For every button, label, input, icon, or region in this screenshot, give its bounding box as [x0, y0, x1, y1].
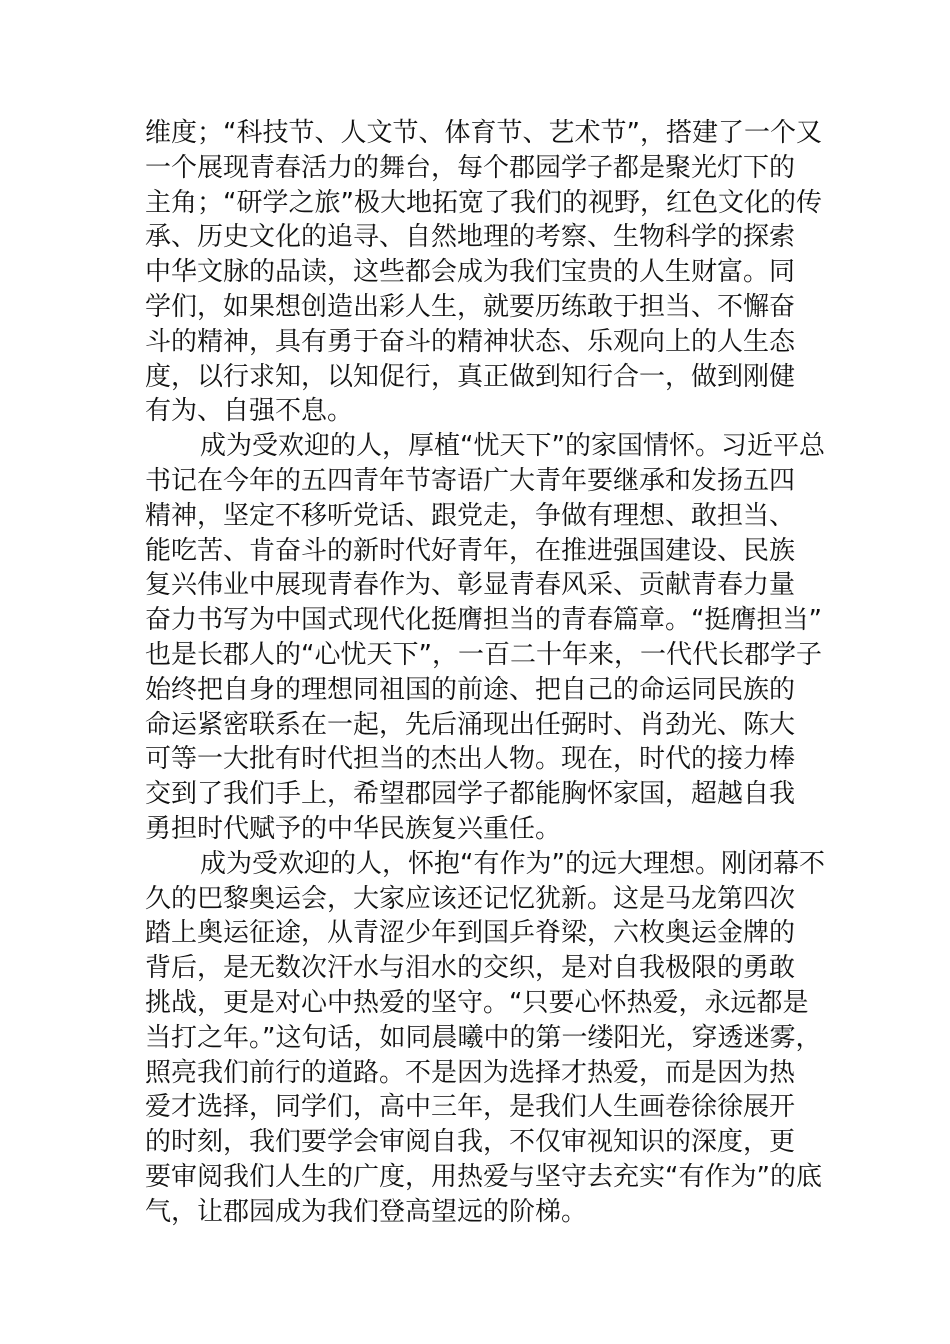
text-line: 踏上奥运征途，从青涩少年到国乒脊梁，六枚奥运金牌的	[145, 918, 796, 949]
text-line: 挑战，更是对心中热爱的坚守。“只要心怀热爱，永远都是	[145, 987, 809, 1018]
text-line: 背后，是无数次汗水与泪水的交织，是对自我极限的勇敢	[145, 953, 796, 984]
text-line: 精神，坚定不移听党话、跟党走，争做有理想、敢担当、	[145, 500, 796, 531]
text-line: 命运紧密联系在一起，先后涌现出任弼时、肖劲光、陈大	[145, 709, 796, 740]
text-line: 书记在今年的五四青年节寄语广大青年要继承和发扬五四	[145, 465, 796, 496]
text-line: 勇担时代赋予的中华民族复兴重任。	[145, 813, 562, 844]
text-line: 学们，如果想创造出彩人生，就要历练敢于担当、不懈奋	[145, 291, 796, 322]
text-line: 照亮我们前行的道路。不是因为选择才热爱，而是因为热	[145, 1057, 796, 1088]
text-line: 奋力书写为中国式现代化挺膺担当的青春篇章。“挺膺担当”	[145, 605, 822, 636]
text-line: 主角；“研学之旅”极大地拓宽了我们的视野，红色文化的传	[145, 187, 822, 218]
text-line: 当打之年。”这句话，如同晨曦中的第一缕阳光，穿透迷雾，	[145, 1022, 822, 1053]
text-line: 要审阅我们人生的广度，用热爱与坚守去充实“有作为”的底	[145, 1161, 822, 1192]
text-line: 承、历史文化的追寻、自然地理的考察、生物科学的探索	[145, 222, 796, 253]
text-line: 复兴伟业中展现青春作为、彰显青春风采、贡献青春力量	[145, 570, 796, 601]
text-line: 气，让郡园成为我们登高望远的阶梯。	[145, 1196, 588, 1227]
text-line: 一个展现青春活力的舞台，每个郡园学子都是聚光灯下的	[145, 152, 796, 183]
text-line: 中华文脉的品读，这些都会成为我们宝贵的人生财富。同	[145, 257, 796, 288]
text-line: 爱才选择，同学们，高中三年，是我们人生画卷徐徐展开	[145, 1092, 796, 1123]
text-line: 也是长郡人的“心忧天下”，一百二十年来，一代代长郡学子	[145, 639, 822, 670]
text-line: 交到了我们手上，希望郡园学子都能胸怀家国，超越自我	[145, 779, 796, 810]
text-line: 久的巴黎奥运会，大家应该还记忆犹新。这是马龙第四次	[145, 883, 796, 914]
paragraph-first-line: 成为受欢迎的人，厚植“忧天下”的家国情怀。习近平总	[200, 431, 825, 462]
text-line: 可等一大批有时代担当的杰出人物。现在，时代的接力棒	[145, 744, 796, 775]
paragraph-first-line: 成为受欢迎的人，怀抱“有作为”的远大理想。刚闭幕不	[200, 848, 825, 879]
text-line: 的时刻，我们要学会审阅自我，不仅审视知识的深度，更	[145, 1127, 796, 1158]
text-line: 维度；“科技节、人文节、体育节、艺术节”，搭建了一个又	[145, 118, 822, 148]
text-line: 度，以行求知，以知促行，真正做到知行合一，做到刚健	[145, 361, 796, 392]
text-line: 始终把自身的理想同祖国的前途、把自己的命运同民族的	[145, 674, 796, 705]
text-line: 能吃苦、肯奋斗的新时代好青年，在推进强国建设、民族	[145, 535, 796, 566]
text-line: 斗的精神，具有勇于奋斗的精神状态、乐观向上的人生态	[145, 326, 796, 357]
text-line: 有为、自强不息。	[145, 396, 354, 427]
body-text	[145, 116, 845, 1230]
